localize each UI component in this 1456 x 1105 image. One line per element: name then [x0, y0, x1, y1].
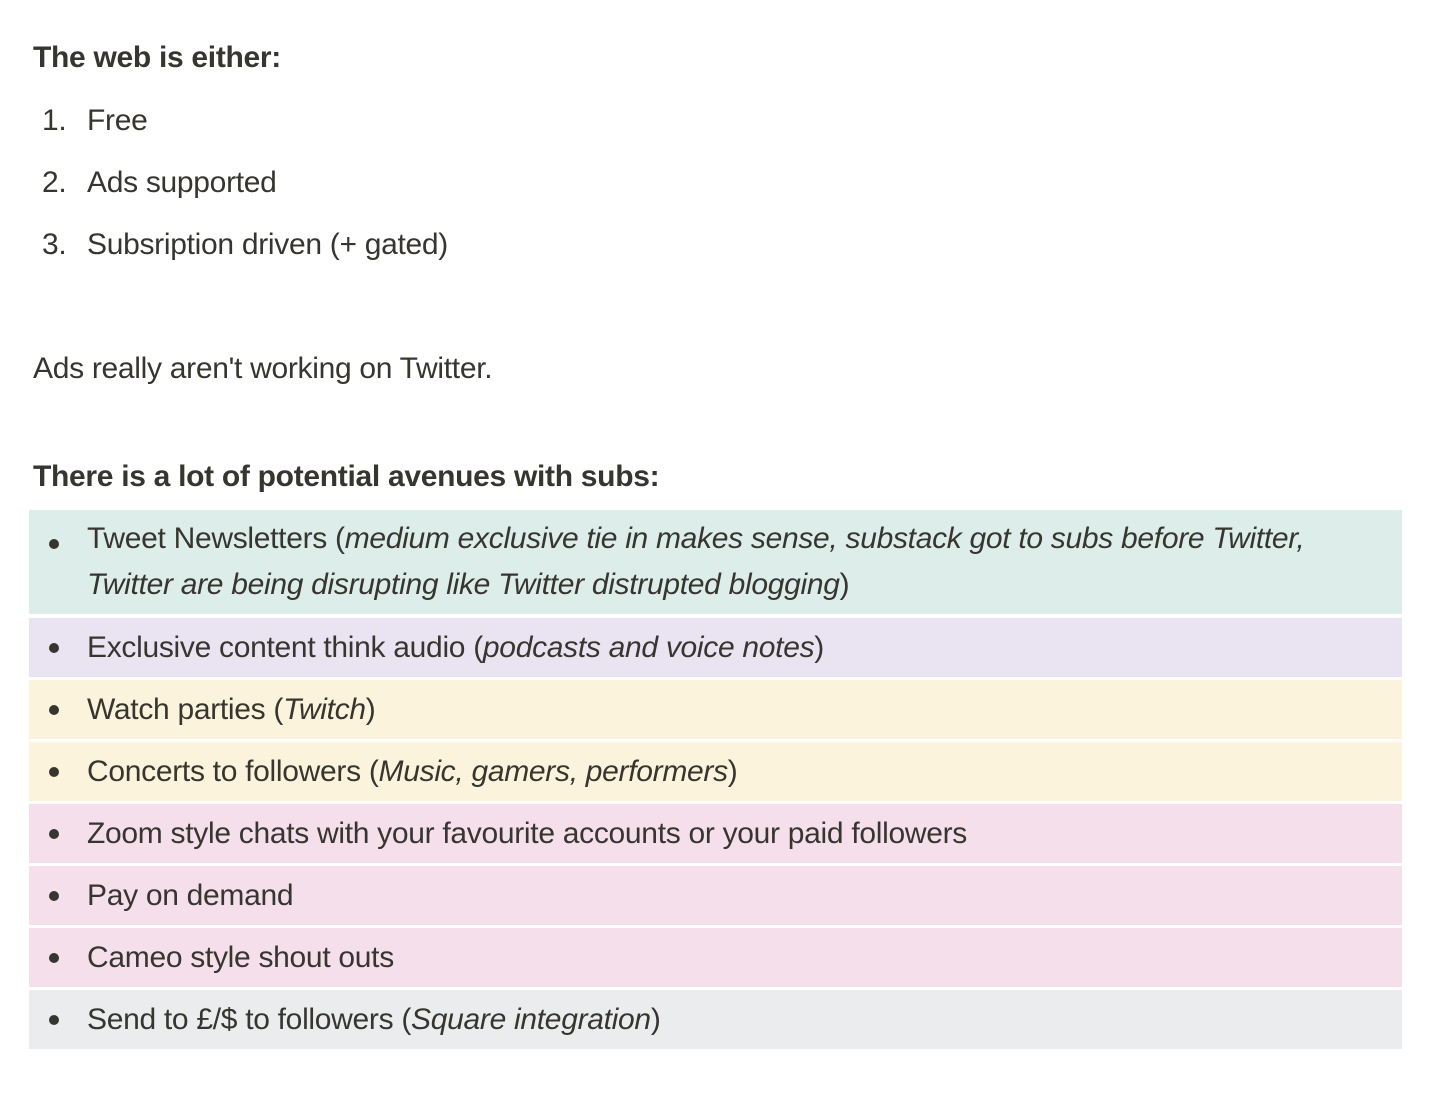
list-item-label: Free — [87, 104, 148, 137]
avenue-text: Send to £/$ to followers (Square integration) — [87, 1003, 661, 1036]
bullet-icon — [49, 1015, 59, 1025]
intro-heading: The web is either: — [33, 41, 281, 74]
statement-paragraph: Ads really aren't working on Twitter. — [33, 352, 493, 385]
bullet-icon — [49, 891, 59, 901]
list-item-label: Subsription driven (+ gated) — [87, 228, 448, 261]
avenue-text: Pay on demand — [87, 879, 294, 912]
avenue-text: Cameo style shout outs — [87, 941, 394, 974]
bullet-icon — [49, 705, 59, 715]
list-item-label: Ads supported — [87, 166, 277, 199]
avenue-text: Tweet Newsletters (medium exclusive tie in makes sense, substack got to subs before Twitter, Twitter are being disrupting like Twitter distrupted blogging) — [87, 522, 1305, 601]
avenue-item-newsletters — [29, 510, 1402, 614]
avenue-text: Concerts to followers (Music, gamers, performers) — [87, 755, 738, 788]
list-number: 3. — [42, 228, 67, 261]
list-number: 1. — [42, 104, 67, 137]
avenue-item-zoom-chats — [29, 804, 1402, 863]
list-number: 2. — [42, 166, 67, 199]
bullet-icon — [49, 643, 59, 653]
avenues-heading: There is a lot of potential avenues with subs: — [33, 460, 660, 493]
avenue-item-pay-on-demand — [29, 866, 1402, 925]
avenue-item-audio — [29, 618, 1402, 677]
avenue-item-concerts — [29, 742, 1402, 801]
avenue-item-send-money — [29, 990, 1402, 1049]
avenue-text: Exclusive content think audio (podcasts and voice notes) — [87, 631, 824, 664]
avenue-text: Watch parties (Twitch) — [87, 693, 376, 726]
bullet-icon — [49, 767, 59, 777]
bullet-icon — [49, 829, 59, 839]
avenue-item-shout-outs — [29, 928, 1402, 987]
bullet-icon — [49, 953, 59, 963]
avenue-text: Zoom style chats with your favourite accounts or your paid followers — [87, 817, 967, 850]
bullet-icon — [49, 539, 59, 549]
avenue-item-watch-parties — [29, 680, 1402, 739]
